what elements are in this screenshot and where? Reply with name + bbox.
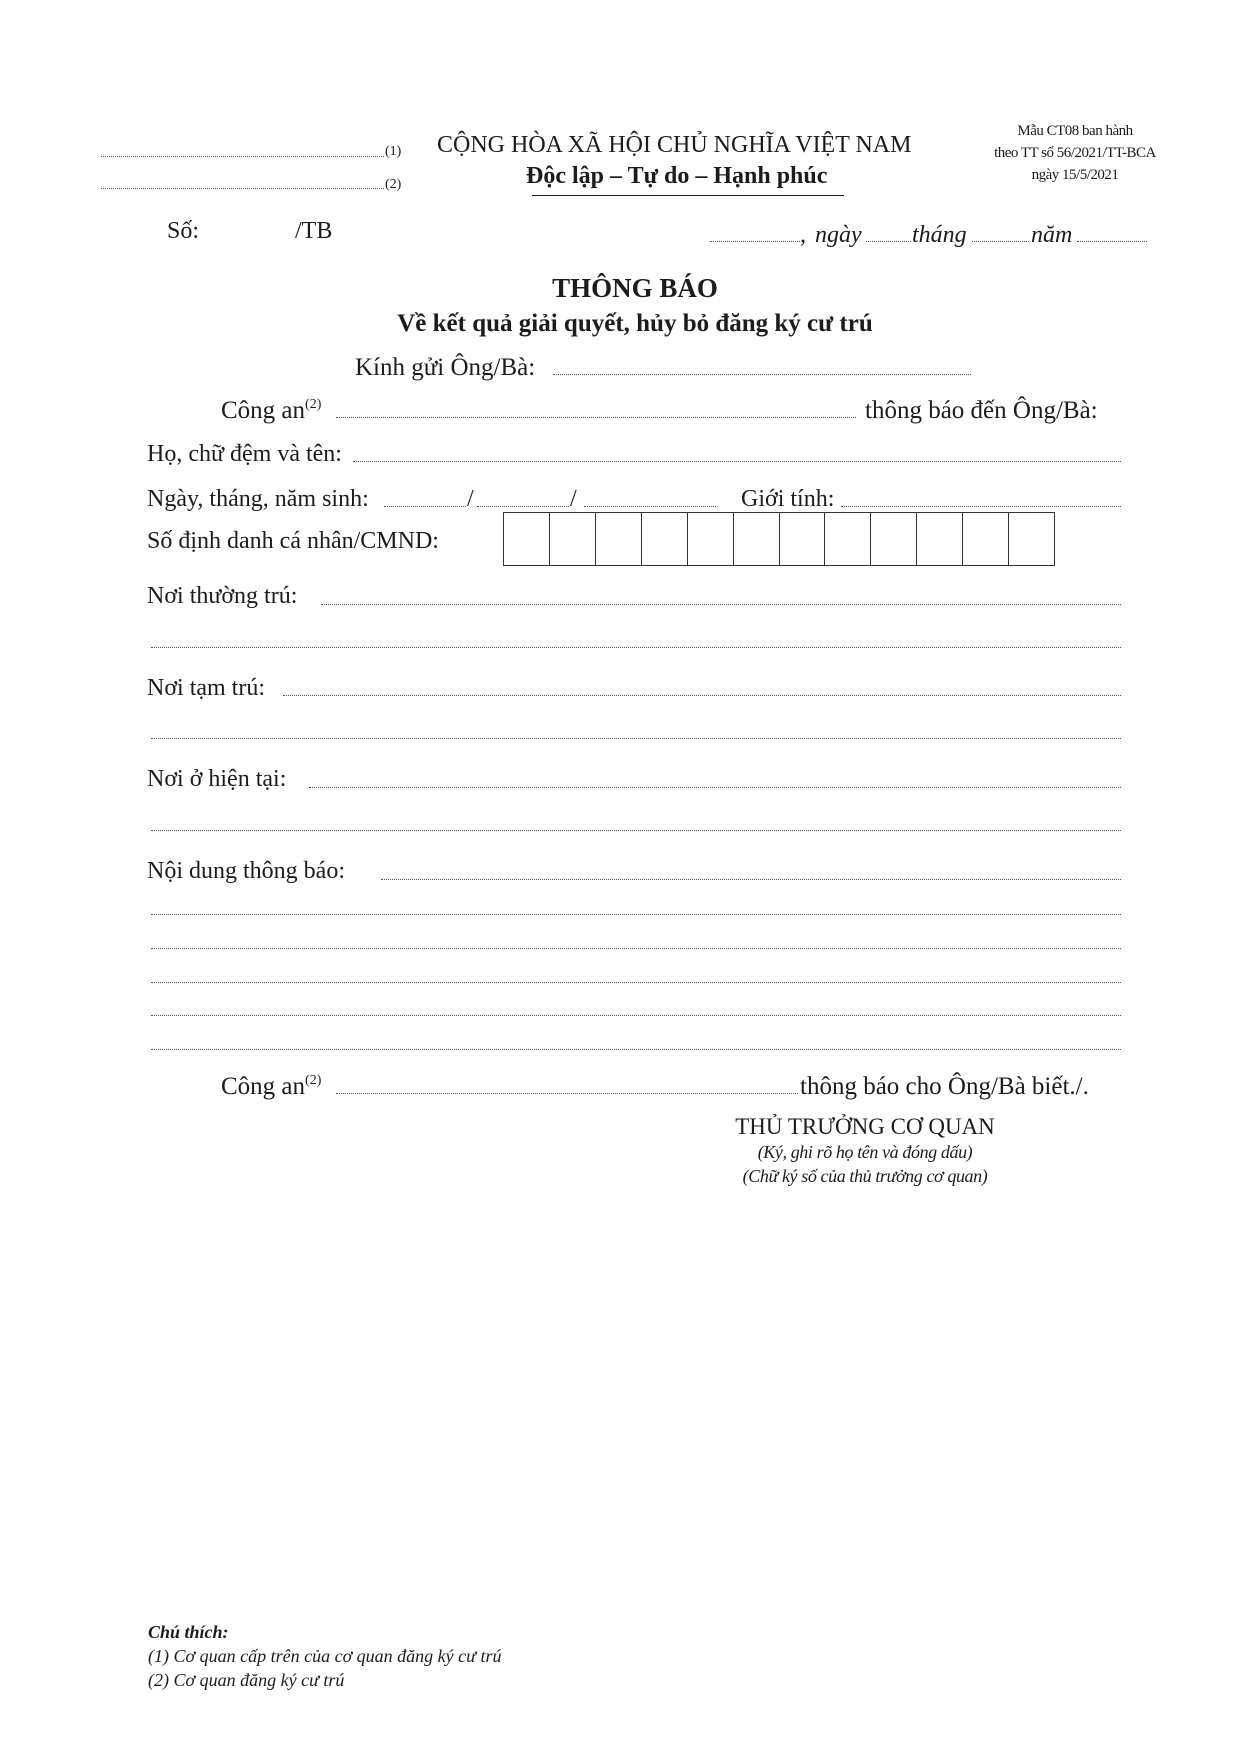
- footnotes-heading: Chú thích:: [148, 1622, 229, 1642]
- permanent-label: Nơi thường trú:: [147, 583, 298, 609]
- agency-line-1-note: (1): [385, 144, 402, 159]
- police-label: [221, 398, 321, 423]
- current-label: Nơi ở hiện tại:: [147, 766, 287, 792]
- id-digit-box[interactable]: [780, 513, 826, 565]
- id-digit-box[interactable]: [917, 513, 963, 565]
- full-name-label: Họ, chữ đệm và tên:: [147, 441, 342, 467]
- recipient-field[interactable]: [553, 374, 971, 375]
- closing-police-field[interactable]: [336, 1093, 798, 1094]
- signature-title: THỦ TRƯỞNG CƠ QUAN: [735, 1114, 995, 1139]
- country-name: CỘNG HÒA XÃ HỘI CHỦ NGHĨA VIỆT NAM: [437, 132, 912, 158]
- id-digit-box[interactable]: [550, 513, 596, 565]
- content-field-1[interactable]: [381, 879, 1121, 880]
- signature-note-2: (Chữ ký số của thủ trưởng cơ quan): [742, 1166, 988, 1186]
- permanent-field-2[interactable]: [151, 647, 1121, 648]
- id-digit-box[interactable]: [642, 513, 688, 565]
- agency-line-1[interactable]: [101, 156, 384, 157]
- form-info: [965, 120, 1185, 186]
- signature-note-1: (Ký, ghi rõ họ tên và đóng dấu): [757, 1142, 973, 1162]
- id-digit-box[interactable]: [825, 513, 871, 565]
- footnotes: [148, 1620, 501, 1692]
- id-digit-box[interactable]: [688, 513, 734, 565]
- date-year-field[interactable]: [1077, 241, 1147, 242]
- temporary-label: Nơi tạm trú:: [147, 675, 266, 701]
- notify-to-label: thông báo đến Ông/Bà:: [865, 397, 1098, 424]
- closing-text: thông báo cho Ông/Bà biết./.: [800, 1073, 1089, 1100]
- full-name-field[interactable]: [353, 461, 1121, 462]
- closing-police-text: Công an: [221, 1073, 306, 1100]
- dob-day-field[interactable]: [384, 506, 466, 507]
- recipient-label: Kính gửi Ông/Bà:: [355, 354, 536, 381]
- motto: Độc lập – Tự do – Hạnh phúc: [526, 163, 828, 189]
- footnote-2: (2) Cơ quan đăng ký cư trú: [148, 1670, 345, 1690]
- content-field-6[interactable]: [151, 1049, 1121, 1050]
- footnote-1: (1) Cơ quan cấp trên của cơ quan đăng ký cư trú: [148, 1646, 502, 1666]
- dob-year-field[interactable]: [584, 506, 716, 507]
- content-field-4[interactable]: [151, 982, 1121, 983]
- closing-police-note: (2): [305, 1073, 322, 1088]
- date-month-label: tháng: [912, 222, 967, 248]
- temporary-field-1[interactable]: [283, 695, 1121, 696]
- doc-subtitle: Về kết quả giải quyết, hủy bỏ đăng ký cư trú: [397, 310, 873, 337]
- motto-underline: [532, 195, 844, 196]
- permanent-field-1[interactable]: [321, 604, 1121, 605]
- dob-sep-2: /: [570, 486, 577, 512]
- form-info-line-1: Mẫu CT08 ban hành: [1017, 123, 1133, 139]
- id-digit-box[interactable]: [596, 513, 642, 565]
- form-info-line-3: ngày 15/5/2021: [1031, 167, 1119, 183]
- signature-block: [700, 1114, 1030, 1188]
- dob-month-field[interactable]: [477, 506, 569, 507]
- content-label: Nội dung thông báo:: [147, 858, 345, 884]
- date-day-label: ngày: [815, 222, 862, 248]
- date-month-field[interactable]: [972, 241, 1029, 242]
- id-number-label: Số định danh cá nhân/CMND:: [147, 528, 439, 554]
- dob-label: Ngày, tháng, năm sinh:: [147, 486, 369, 512]
- gender-field[interactable]: [841, 506, 1121, 507]
- temporary-field-2[interactable]: [151, 738, 1121, 739]
- form-info-line-2: theo TT số 56/2021/TT-BCA: [994, 145, 1156, 161]
- date-day-field[interactable]: [866, 241, 911, 242]
- id-number-boxes[interactable]: [503, 512, 1055, 566]
- police-field[interactable]: [336, 417, 856, 418]
- doc-number-label: Số:: [167, 218, 200, 244]
- id-digit-box[interactable]: [1009, 513, 1054, 565]
- content-field-5[interactable]: [151, 1015, 1121, 1016]
- current-field-2[interactable]: [151, 830, 1121, 831]
- agency-line-2-note: (2): [385, 177, 402, 192]
- id-digit-box[interactable]: [871, 513, 917, 565]
- doc-number-suffix: /TB: [295, 218, 333, 244]
- id-digit-box[interactable]: [504, 513, 550, 565]
- police-note: (2): [305, 397, 322, 412]
- date-sep: ,: [800, 222, 806, 248]
- doc-title: THÔNG BÁO: [552, 273, 718, 303]
- id-digit-box[interactable]: [734, 513, 780, 565]
- content-field-2[interactable]: [151, 914, 1121, 915]
- date-year-label: năm: [1031, 222, 1073, 248]
- current-field-1[interactable]: [309, 787, 1121, 788]
- closing-police-label: [221, 1074, 321, 1099]
- date-place-field[interactable]: [710, 241, 800, 242]
- id-digit-box[interactable]: [963, 513, 1009, 565]
- police-label-text: Công an: [221, 397, 306, 424]
- gender-label: Giới tính:: [741, 486, 835, 512]
- agency-line-2[interactable]: [101, 188, 384, 189]
- dob-sep-1: /: [467, 486, 474, 512]
- content-field-3[interactable]: [151, 948, 1121, 949]
